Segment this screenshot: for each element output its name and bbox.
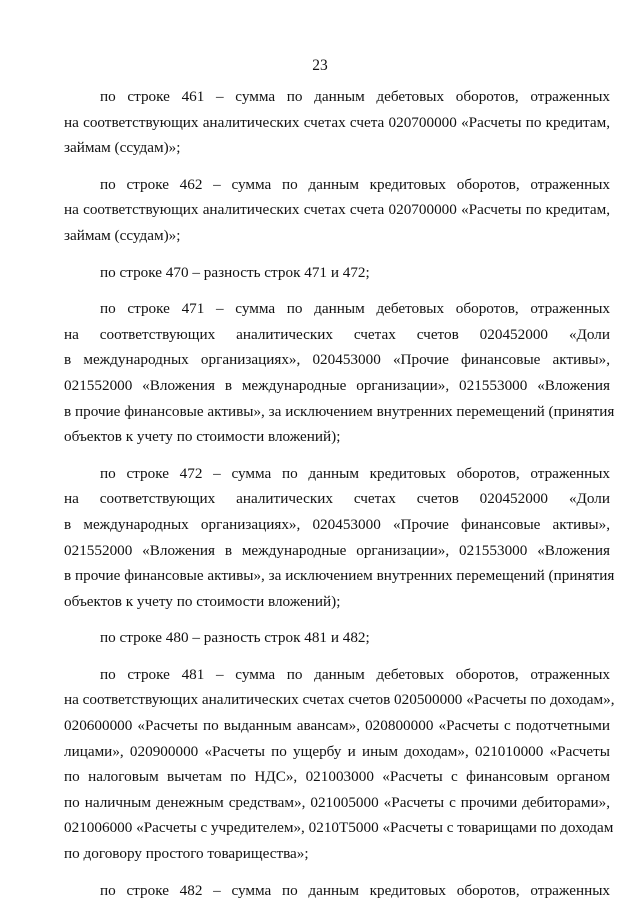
text-line: займам (ссудам)»;	[64, 139, 181, 157]
text-line: 021006000 «Расчеты с учредителем», 0210Т5000 «Расчеты с товарищами по доходам	[64, 819, 614, 837]
text-line: на соответствующих аналитических счетах счетов 020452000 «Доли	[64, 490, 610, 508]
text-line: по строке 462 – сумма по данным кредитовых оборотов, отраженных	[100, 175, 610, 193]
page-number: 23	[312, 57, 328, 74]
text-line: в международных организациях», 020453000 «Прочие финансовые активы»,	[64, 515, 610, 533]
text-line: 021552000 «Вложения в международные организации», 021553000 «Вложения	[64, 376, 610, 394]
text-line: по строке 480 – разность строк 481 и 482;	[100, 629, 370, 647]
text-line: по строке 481 – сумма по данным дебетовых оборотов, отраженных	[100, 665, 610, 683]
text-line: по наличным денежным средствам», 021005000 «Расчеты с прочими дебиторами»,	[64, 793, 610, 811]
paragraph-line-461	[64, 84, 610, 161]
text-line: объектов к учету по стоимости вложений);	[64, 428, 341, 446]
paragraph-line-481	[64, 662, 615, 867]
text-line: 021552000 «Вложения в международные организации», 021553000 «Вложения	[64, 541, 610, 559]
paragraph-line-462	[64, 172, 610, 249]
paragraph-line-472	[64, 461, 615, 615]
text-line: объектов к учету по стоимости вложений);	[64, 592, 341, 610]
text-line: в прочие финансовые активы», за исключением внутренних перемещений (принятия	[64, 567, 615, 585]
text-line: на соответствующих аналитических счетах счета 020700000 «Расчеты по кредитам,	[64, 201, 610, 219]
text-line: по строке 471 – сумма по данным дебетовых оборотов, отраженных	[100, 300, 610, 318]
text-line: по строке 470 – разность строк 471 и 472;	[100, 263, 370, 281]
text-line: 020600000 «Расчеты по выданным авансам», 020800000 «Расчеты с подотчетными	[64, 717, 610, 735]
text-line: по строке 461 – сумма по данным дебетовых оборотов, отраженных	[100, 88, 610, 105]
text-line: займам (ссудам)»;	[64, 226, 181, 244]
text-line: по налоговым вычетам по НДС», 021003000 «Расчеты с финансовым органом	[64, 768, 610, 786]
text-line: на соответствующих аналитических счетах счетов 020452000 «Доли	[64, 325, 610, 343]
document-body	[64, 84, 615, 914]
text-line: лицами», 020900000 «Расчеты по ущербу и иным доходам», 021010000 «Расчеты	[64, 742, 610, 760]
text-line: в прочие финансовые активы», за исключением внутренних перемещений (принятия	[64, 402, 615, 420]
text-line: на соответствующих аналитических счетах счета 020700000 «Расчеты по кредитам,	[64, 113, 610, 131]
text-line: по договору простого товарищества»;	[64, 845, 309, 863]
text-line: в международных организациях», 020453000 «Прочие финансовые активы»,	[64, 351, 610, 369]
text-line: на соответствующих аналитических счетах счетов 020500000 «Расчеты по доходам»,	[64, 691, 615, 709]
text-line: по строке 472 – сумма по данным кредитовых оборотов, отраженных	[100, 464, 610, 482]
paragraph-line-470	[64, 260, 610, 286]
paragraph-line-480	[64, 625, 610, 651]
paragraph-line-482	[64, 878, 610, 904]
text-line: по строке 482 – сумма по данным кредитовых оборотов, отраженных	[100, 881, 610, 899]
paragraph-line-471	[64, 296, 615, 450]
